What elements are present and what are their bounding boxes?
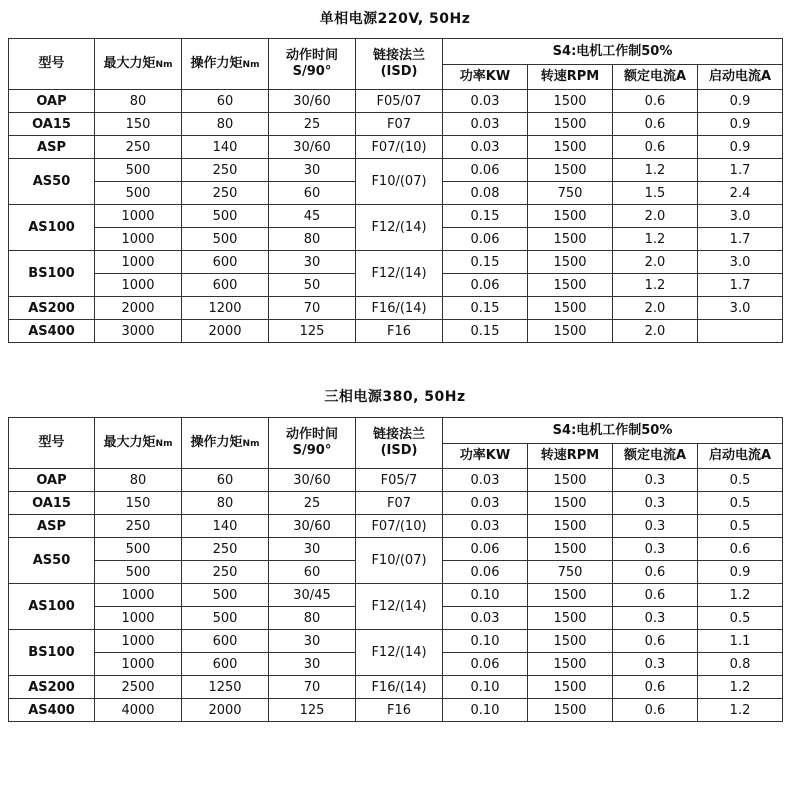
cell-op-torque: 1250: [182, 676, 269, 699]
cell-start-current: 1.2: [698, 584, 783, 607]
cell-max-torque: 500: [95, 182, 182, 205]
cell-action-time: 30/45: [269, 584, 356, 607]
cell-flange: F07/(10): [356, 136, 443, 159]
cell-speed: 1500: [528, 320, 613, 343]
cell-start-current: [698, 320, 783, 343]
cell-speed: 1500: [528, 228, 613, 251]
cell-speed: 1500: [528, 584, 613, 607]
table-title-single-phase: 单相电源220V, 50Hz: [319, 11, 471, 27]
cell-speed: 1500: [528, 469, 613, 492]
cell-op-torque: 140: [182, 515, 269, 538]
cell-model: AS400: [9, 320, 95, 343]
cell-op-torque: 500: [182, 228, 269, 251]
cell-power: 0.03: [443, 492, 528, 515]
header-op-torque: 操作力矩Nm: [182, 418, 269, 469]
cell-start-current: 0.6: [698, 538, 783, 561]
table-row: [9, 630, 783, 653]
header-model: 型号: [9, 39, 95, 90]
table-row: [9, 205, 783, 228]
cell-action-time: 125: [269, 699, 356, 722]
cell-model: OA15: [9, 113, 95, 136]
cell-max-torque: 1000: [95, 653, 182, 676]
cell-op-torque: 1200: [182, 297, 269, 320]
cell-op-torque: 80: [182, 492, 269, 515]
cell-max-torque: 3000: [95, 320, 182, 343]
cell-start-current: 0.5: [698, 607, 783, 630]
header-motor-group: S4:电机工作制50%: [443, 39, 783, 65]
cell-op-torque: 60: [182, 469, 269, 492]
spec-table-three-phase: [8, 417, 783, 722]
header-action-time: 动作时间 S/90°: [269, 418, 356, 469]
cell-flange: F05/07: [356, 90, 443, 113]
cell-model: BS100: [9, 251, 95, 297]
cell-op-torque: 250: [182, 538, 269, 561]
cell-max-torque: 1000: [95, 584, 182, 607]
cell-speed: 1500: [528, 297, 613, 320]
cell-start-current: 0.5: [698, 515, 783, 538]
cell-action-time: 30/60: [269, 515, 356, 538]
cell-power: 0.03: [443, 607, 528, 630]
cell-max-torque: 150: [95, 492, 182, 515]
cell-start-current: 1.1: [698, 630, 783, 653]
table-row: [9, 676, 783, 699]
cell-rated-current: 1.2: [613, 159, 698, 182]
cell-model: ASP: [9, 515, 95, 538]
cell-action-time: 50: [269, 274, 356, 297]
cell-model: AS400: [9, 699, 95, 722]
cell-rated-current: 0.6: [613, 136, 698, 159]
cell-start-current: 1.7: [698, 228, 783, 251]
cell-flange: F12/(14): [356, 251, 443, 297]
cell-start-current: 3.0: [698, 251, 783, 274]
cell-max-torque: 1000: [95, 228, 182, 251]
cell-power: 0.15: [443, 297, 528, 320]
cell-flange: F16: [356, 320, 443, 343]
cell-action-time: 30/60: [269, 90, 356, 113]
cell-rated-current: 0.3: [613, 538, 698, 561]
table-row: [9, 136, 783, 159]
cell-power: 0.15: [443, 205, 528, 228]
cell-max-torque: 500: [95, 561, 182, 584]
cell-rated-current: 0.3: [613, 653, 698, 676]
cell-speed: 1500: [528, 113, 613, 136]
cell-action-time: 70: [269, 676, 356, 699]
cell-rated-current: 1.2: [613, 274, 698, 297]
cell-start-current: 2.4: [698, 182, 783, 205]
table-row: [9, 251, 783, 274]
cell-speed: 1500: [528, 630, 613, 653]
cell-model: AS50: [9, 159, 95, 205]
cell-rated-current: 1.5: [613, 182, 698, 205]
header-rated-current: 额定电流A: [613, 444, 698, 469]
cell-flange: F07: [356, 492, 443, 515]
cell-op-torque: 2000: [182, 320, 269, 343]
cell-max-torque: 80: [95, 469, 182, 492]
cell-speed: 1500: [528, 515, 613, 538]
cell-power: 0.10: [443, 584, 528, 607]
cell-power: 0.03: [443, 515, 528, 538]
cell-speed: 1500: [528, 274, 613, 297]
cell-op-torque: 600: [182, 274, 269, 297]
header-power: 功率KW: [443, 444, 528, 469]
cell-rated-current: 0.3: [613, 607, 698, 630]
cell-start-current: 0.5: [698, 492, 783, 515]
cell-action-time: 45: [269, 205, 356, 228]
header-op-torque: 操作力矩Nm: [182, 39, 269, 90]
cell-power: 0.06: [443, 538, 528, 561]
cell-start-current: 1.7: [698, 274, 783, 297]
cell-op-torque: 140: [182, 136, 269, 159]
cell-power: 0.10: [443, 676, 528, 699]
cell-max-torque: 80: [95, 90, 182, 113]
cell-speed: 1500: [528, 205, 613, 228]
table-row: [9, 515, 783, 538]
cell-power: 0.06: [443, 653, 528, 676]
header-motor-group: S4:电机工作制50%: [443, 418, 783, 444]
cell-action-time: 30: [269, 251, 356, 274]
cell-rated-current: 0.6: [613, 584, 698, 607]
header-power: 功率KW: [443, 65, 528, 90]
cell-action-time: 25: [269, 113, 356, 136]
cell-start-current: 3.0: [698, 297, 783, 320]
header-speed: 转速RPM: [528, 444, 613, 469]
cell-action-time: 30/60: [269, 136, 356, 159]
cell-op-torque: 500: [182, 607, 269, 630]
cell-rated-current: 0.6: [613, 676, 698, 699]
cell-model: AS200: [9, 297, 95, 320]
cell-power: 0.03: [443, 469, 528, 492]
cell-op-torque: 500: [182, 584, 269, 607]
cell-max-torque: 1000: [95, 274, 182, 297]
cell-flange: F05/7: [356, 469, 443, 492]
header-action-time: 动作时间 S/90°: [269, 39, 356, 90]
table-row: [9, 699, 783, 722]
cell-rated-current: 0.6: [613, 630, 698, 653]
cell-start-current: 1.2: [698, 699, 783, 722]
cell-start-current: 0.8: [698, 653, 783, 676]
cell-power: 0.06: [443, 228, 528, 251]
header-start-current: 启动电流A: [698, 65, 783, 90]
header-flange: 链接法兰 (ISD): [356, 418, 443, 469]
cell-start-current: 1.7: [698, 159, 783, 182]
cell-flange: F12/(14): [356, 584, 443, 630]
cell-op-torque: 600: [182, 251, 269, 274]
cell-speed: 750: [528, 182, 613, 205]
cell-rated-current: 0.3: [613, 469, 698, 492]
cell-action-time: 80: [269, 607, 356, 630]
cell-action-time: 30: [269, 159, 356, 182]
cell-op-torque: 500: [182, 205, 269, 228]
cell-rated-current: 1.2: [613, 228, 698, 251]
cell-model: BS100: [9, 630, 95, 676]
cell-model: AS50: [9, 538, 95, 584]
cell-flange: F12/(14): [356, 630, 443, 676]
cell-max-torque: 1000: [95, 205, 182, 228]
table-row: [9, 538, 783, 561]
cell-speed: 1500: [528, 607, 613, 630]
cell-flange: F07/(10): [356, 515, 443, 538]
cell-action-time: 30: [269, 653, 356, 676]
cell-max-torque: 4000: [95, 699, 182, 722]
cell-flange: F12/(14): [356, 205, 443, 251]
cell-action-time: 30/60: [269, 469, 356, 492]
cell-speed: 750: [528, 561, 613, 584]
cell-power: 0.03: [443, 113, 528, 136]
cell-rated-current: 2.0: [613, 251, 698, 274]
header-flange: 链接法兰 (ISD): [356, 39, 443, 90]
cell-max-torque: 1000: [95, 630, 182, 653]
cell-rated-current: 2.0: [613, 297, 698, 320]
cell-flange: F10/(07): [356, 538, 443, 584]
cell-max-torque: 1000: [95, 251, 182, 274]
cell-model: OAP: [9, 90, 95, 113]
cell-speed: 1500: [528, 538, 613, 561]
cell-power: 0.06: [443, 159, 528, 182]
cell-max-torque: 2000: [95, 297, 182, 320]
spec-table-single-phase: [8, 38, 783, 343]
header-max-torque: 最大力矩Nm: [95, 39, 182, 90]
cell-speed: 1500: [528, 492, 613, 515]
cell-rated-current: 2.0: [613, 205, 698, 228]
cell-power: 0.08: [443, 182, 528, 205]
cell-action-time: 70: [269, 297, 356, 320]
cell-rated-current: 0.6: [613, 699, 698, 722]
cell-action-time: 25: [269, 492, 356, 515]
cell-start-current: 0.9: [698, 136, 783, 159]
cell-model: AS100: [9, 584, 95, 630]
cell-op-torque: 600: [182, 653, 269, 676]
cell-op-torque: 250: [182, 561, 269, 584]
cell-rated-current: 2.0: [613, 320, 698, 343]
cell-rated-current: 0.6: [613, 561, 698, 584]
table-row: [9, 469, 783, 492]
cell-flange: F07: [356, 113, 443, 136]
cell-op-torque: 2000: [182, 699, 269, 722]
cell-speed: 1500: [528, 90, 613, 113]
cell-max-torque: 250: [95, 136, 182, 159]
cell-power: 0.15: [443, 320, 528, 343]
cell-speed: 1500: [528, 159, 613, 182]
table-row: [9, 584, 783, 607]
cell-power: 0.03: [443, 90, 528, 113]
cell-max-torque: 500: [95, 538, 182, 561]
cell-start-current: 0.5: [698, 469, 783, 492]
cell-start-current: 3.0: [698, 205, 783, 228]
cell-power: 0.06: [443, 561, 528, 584]
cell-power: 0.06: [443, 274, 528, 297]
cell-action-time: 60: [269, 182, 356, 205]
header-rated-current: 额定电流A: [613, 65, 698, 90]
cell-power: 0.15: [443, 251, 528, 274]
cell-op-torque: 600: [182, 630, 269, 653]
cell-op-torque: 80: [182, 113, 269, 136]
cell-power: 0.10: [443, 630, 528, 653]
cell-power: 0.03: [443, 136, 528, 159]
cell-model: ASP: [9, 136, 95, 159]
cell-model: AS200: [9, 676, 95, 699]
cell-speed: 1500: [528, 251, 613, 274]
cell-rated-current: 0.6: [613, 90, 698, 113]
cell-speed: 1500: [528, 653, 613, 676]
cell-flange: F10/(07): [356, 159, 443, 205]
header-start-current: 启动电流A: [698, 444, 783, 469]
cell-op-torque: 60: [182, 90, 269, 113]
cell-speed: 1500: [528, 136, 613, 159]
cell-rated-current: 0.6: [613, 113, 698, 136]
cell-max-torque: 500: [95, 159, 182, 182]
cell-flange: F16: [356, 699, 443, 722]
cell-start-current: 0.9: [698, 90, 783, 113]
cell-rated-current: 0.3: [613, 515, 698, 538]
cell-max-torque: 2500: [95, 676, 182, 699]
table-row: [9, 320, 783, 343]
cell-power: 0.10: [443, 699, 528, 722]
cell-speed: 1500: [528, 699, 613, 722]
cell-op-torque: 250: [182, 182, 269, 205]
cell-max-torque: 150: [95, 113, 182, 136]
cell-action-time: 125: [269, 320, 356, 343]
header-speed: 转速RPM: [528, 65, 613, 90]
cell-rated-current: 0.3: [613, 492, 698, 515]
cell-flange: F16/(14): [356, 297, 443, 320]
table-row: [9, 297, 783, 320]
cell-action-time: 60: [269, 561, 356, 584]
cell-speed: 1500: [528, 676, 613, 699]
cell-op-torque: 250: [182, 159, 269, 182]
table-row: [9, 90, 783, 113]
cell-flange: F16/(14): [356, 676, 443, 699]
table-row: [9, 492, 783, 515]
cell-model: AS100: [9, 205, 95, 251]
header-max-torque: 最大力矩Nm: [95, 418, 182, 469]
cell-start-current: 1.2: [698, 676, 783, 699]
cell-max-torque: 1000: [95, 607, 182, 630]
table-row: [9, 159, 783, 182]
cell-action-time: 30: [269, 538, 356, 561]
table-title-three-phase: 三相电源380, 50Hz: [324, 389, 466, 405]
cell-max-torque: 250: [95, 515, 182, 538]
cell-start-current: 0.9: [698, 561, 783, 584]
cell-model: OAP: [9, 469, 95, 492]
cell-start-current: 0.9: [698, 113, 783, 136]
cell-action-time: 80: [269, 228, 356, 251]
header-model: 型号: [9, 418, 95, 469]
cell-model: OA15: [9, 492, 95, 515]
cell-action-time: 30: [269, 630, 356, 653]
table-row: [9, 113, 783, 136]
